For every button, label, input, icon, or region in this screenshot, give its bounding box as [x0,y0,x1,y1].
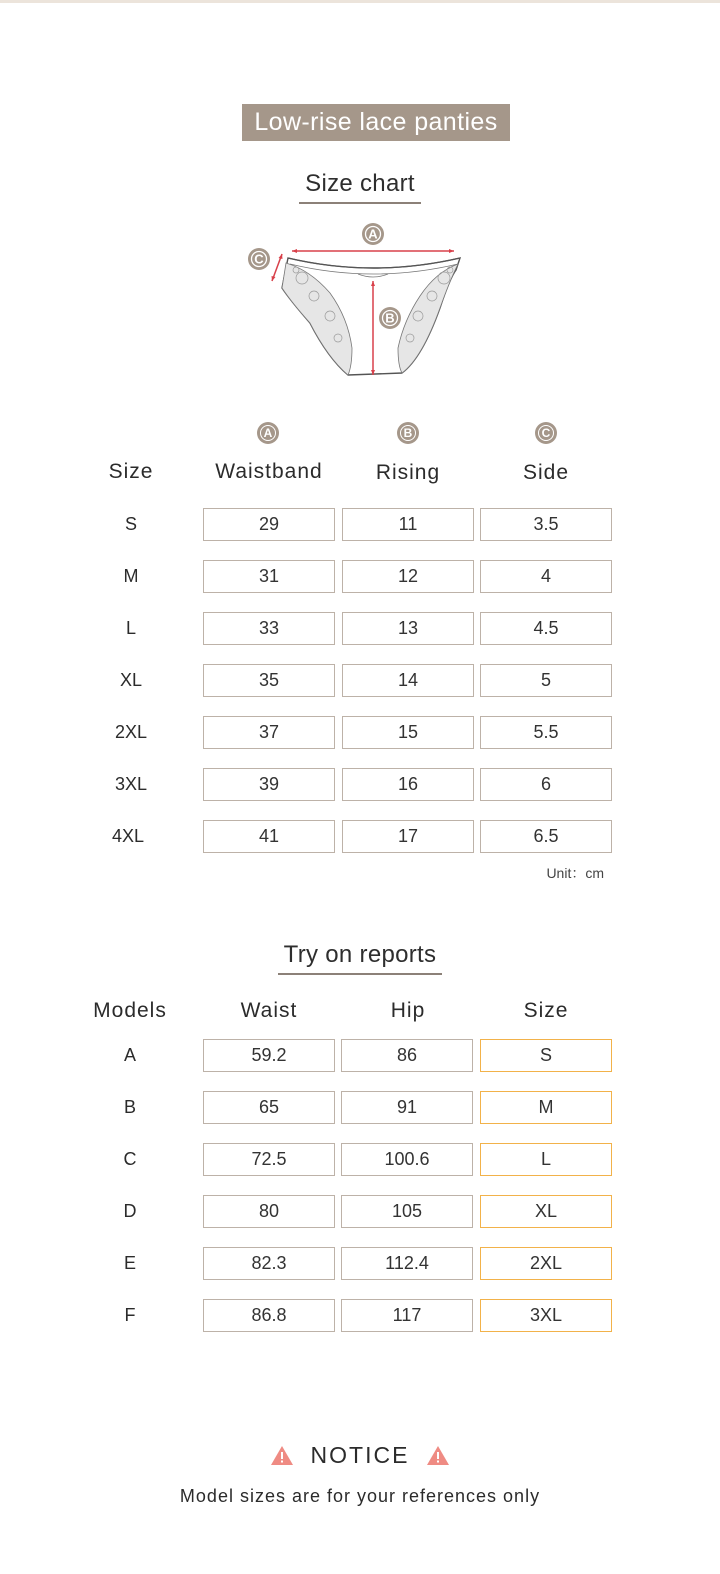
try-on-cell: 82.3 [203,1247,335,1280]
size-cell: 6 [480,768,612,801]
size-cell: 39 [203,768,335,801]
diagram-marker-a: A [368,226,378,242]
try-on-cell: 72.5 [203,1143,335,1176]
try-on-cell: 91 [341,1091,473,1124]
size-cell: 6.5 [480,820,612,853]
try-on-title [0,941,720,975]
try-on-cell: 59.2 [203,1039,335,1072]
top-divider [0,0,720,3]
size-cell: 35 [203,664,335,697]
size-cell: 3.5 [480,508,612,541]
try-on-cell: 100.6 [341,1143,473,1176]
waist-header: Waist [240,999,298,1022]
rising-header: Rising [375,461,441,484]
diagram-marker-c: C [254,251,264,267]
side-header: Side [522,461,570,484]
size-header: Size [108,460,154,483]
product-title-banner: Low-rise lace panties [242,104,510,141]
size-row-label: S [124,514,137,534]
fit-size-cell: 2XL [480,1247,612,1280]
size-cell: 31 [203,560,335,593]
try-on-cell: 86 [341,1039,473,1072]
size-cell: 4.5 [480,612,612,645]
diagram-marker-b: B [385,310,395,326]
size-row-label: 3XL [114,774,148,794]
garment-diagram [240,218,480,388]
try-on-cell: 117 [341,1299,473,1332]
size-cell: 16 [342,768,474,801]
model-label: E [123,1253,136,1273]
model-label: F [124,1305,136,1325]
hip-header: Hip [390,999,426,1022]
size-cell: 4 [480,560,612,593]
size-cell: 29 [203,508,335,541]
size-row-label: 4XL [111,826,145,846]
size-cell: 37 [203,716,335,749]
size-cell: 5 [480,664,612,697]
size-chart-title [0,170,720,204]
size-chart-title-text: Size chart [299,170,421,204]
fit-size-cell: 3XL [480,1299,612,1332]
model-label: D [123,1201,137,1221]
size-cell: 15 [342,716,474,749]
try-on-cell: 86.8 [203,1299,335,1332]
size-row-label: L [125,618,136,638]
size-row-label: XL [119,670,143,690]
size-row-label: 2XL [114,722,148,742]
fit-size-cell: L [480,1143,612,1176]
fit-size-cell: S [480,1039,612,1072]
badge-c: C [535,422,557,444]
models-header: Models [93,999,167,1022]
model-label: A [123,1045,136,1065]
try-on-title-text: Try on reports [278,941,443,975]
model-label: C [123,1149,137,1169]
size-cell: 11 [342,508,474,541]
size-cell: 41 [203,820,335,853]
try-on-cell: 65 [203,1091,335,1124]
badge-b: B [397,422,419,444]
notice-title: NOTICE [310,1442,410,1468]
fit-size-header: Size [523,999,569,1022]
size-cell: 12 [342,560,474,593]
try-on-cell: 80 [203,1195,335,1228]
notice-heading [0,1442,720,1469]
size-row-label: M [123,566,139,586]
size-cell: 5.5 [480,716,612,749]
notice-text: Model sizes are for your references only [179,1486,541,1506]
unit-label: Unit：cm [546,865,604,881]
fit-size-cell: XL [480,1195,612,1228]
model-label: B [123,1097,136,1117]
fit-size-cell: M [480,1091,612,1124]
size-cell: 14 [342,664,474,697]
warning-triangle-icon [270,1445,294,1466]
warning-triangle-icon [426,1445,450,1466]
size-cell: 17 [342,820,474,853]
size-cell: 33 [203,612,335,645]
badge-a: A [257,422,279,444]
waistband-header: Waistband [215,460,323,483]
size-cell: 13 [342,612,474,645]
try-on-cell: 105 [341,1195,473,1228]
try-on-cell: 112.4 [341,1247,473,1280]
